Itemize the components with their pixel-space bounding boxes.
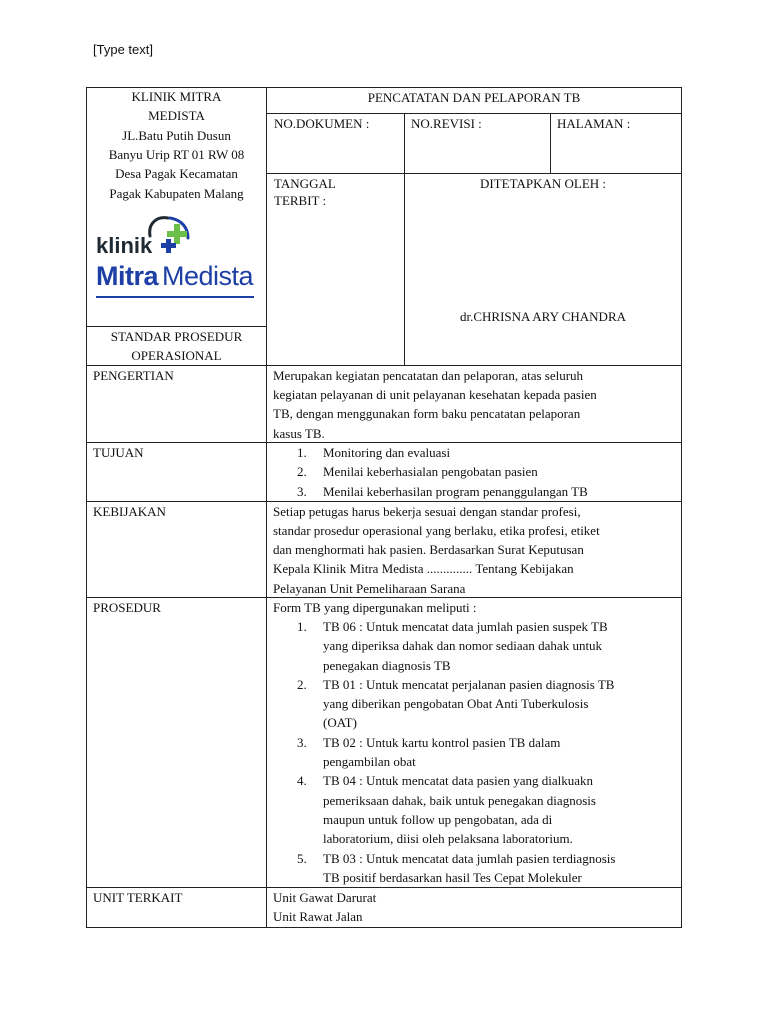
pengertian-text: TB, dengan menggunakan form baku pencatatan pelaporan [273, 406, 581, 421]
table-divider [404, 113, 405, 366]
sop-label: STANDAR PROSEDUR [110, 329, 243, 344]
section-label-kebijakan: KEBIJAKAN [93, 504, 166, 519]
kebijakan-text: standar prosedur operasional yang berlaku, etika profesi, etiket [273, 523, 600, 538]
logo-text: Mitra [96, 261, 159, 291]
no-revisi-label: NO.REVISI : [411, 116, 482, 131]
list-item: 3. Menilai keberhasilan program penanggulangan TB [297, 483, 588, 499]
list-item: 1. Monitoring dan evaluasi [297, 445, 451, 460]
document-title: PENCATATAN DAN PELAPORAN TB [367, 90, 581, 105]
halaman-label: HALAMAN : [557, 116, 631, 131]
logo-text: klinik [96, 233, 153, 258]
section-label-prosedur: PROSEDUR [93, 600, 161, 615]
list-item: 3. TB 02 : Untuk kartu kontrol pasien TB dalam pengambilan obat [297, 734, 561, 770]
unit-terkait-text: Unit Rawat Jalan [273, 909, 363, 924]
kebijakan-text: Pelayanan Unit Pemeliharaan Sarana [273, 581, 466, 596]
prosedur-intro: Form TB yang dipergunakan meliputi : [273, 600, 477, 615]
kebijakan-text: Kepala Klinik Mitra Medista .............. Tentang Kebijakan [273, 561, 574, 576]
list-item: 4. TB 04 : Untuk mencatat data pasien yang dialkuakn pemeriksaan dahak, baik untuk penegakan diagnosis maupun untuk follow up pengobatan, ada di laboratorium, diisi oleh pelaksana laboratorium. [297, 773, 596, 847]
kebijakan-text: dan menghormati hak pasien. Berdasarkan Surat Keputusan [273, 542, 584, 557]
pengertian-text: Merupakan kegiatan pencatatan dan pelaporan, atas seluruh [273, 368, 584, 383]
list-item: 2. Menilai keberhasialan pengobatan pasien [297, 464, 538, 480]
signatory-name: dr.CHRISNA ARY CHANDRA [459, 309, 627, 324]
table-divider [550, 113, 551, 174]
prosedur-list [269, 617, 615, 887]
no-dokumen-label: NO.DOKUMEN : [274, 116, 370, 131]
clinic-logo [96, 206, 258, 302]
table-border-left [86, 87, 87, 928]
pengertian-text: kegiatan pelayanan di unit pelayanan kesehatan kepada pasien [273, 387, 597, 402]
list-item: 5. TB 03 : Untuk mencatat data jumlah pasien terdiagnosis TB positif berdasarkan hasil Tes Cepat Molekuler [297, 850, 616, 885]
unit-terkait-text: Unit Gawat Darurat [273, 890, 377, 905]
section-label-pengertian: PENGERTIAN [93, 368, 174, 383]
logo-text: Medista [162, 261, 254, 291]
clinic-address: Banyu Urip RT 01 RW 08 [108, 147, 245, 162]
section-label-unit-terkait: UNIT TERKAIT [93, 890, 183, 905]
ditetapkan-label: DITETAPKAN OLEH : [479, 176, 607, 191]
table-border-bottom [86, 927, 682, 928]
table-border-right [681, 87, 682, 928]
clinic-address: JL.Batu Putih Dusun [122, 128, 231, 143]
table-divider [266, 87, 267, 928]
tujuan-list [269, 443, 588, 501]
clinic-address: Desa Pagak Kecamatan [115, 166, 238, 181]
sop-label: OPERASIONAL [131, 348, 222, 363]
list-item: 1. TB 06 : Untuk mencatat data jumlah pasien suspek TB yang diperiksa dahak dan nomor sediaan dahak untuk penegakan diagnosis TB [297, 619, 608, 673]
clinic-name: KLINIK MITRA [131, 89, 222, 104]
pengertian-text: kasus TB. [273, 426, 325, 441]
section-label-tujuan: TUJUAN [93, 445, 144, 460]
clinic-name: MEDISTA [148, 108, 205, 123]
tanggal-terbit-label: TERBIT : [274, 193, 327, 208]
page-header: [Type text] [93, 42, 153, 57]
list-item: 2. TB 01 : Untuk mencatat perjalanan pasien diagnosis TB yang diberikan pengobatan Obat Anti Tuberkulosis (OAT) [297, 676, 615, 731]
clinic-address: Pagak Kabupaten Malang [109, 186, 244, 201]
kebijakan-text: Setiap petugas harus bekerja sesuai dengan standar profesi, [273, 504, 581, 519]
tanggal-terbit-label: TANGGAL [274, 176, 336, 191]
